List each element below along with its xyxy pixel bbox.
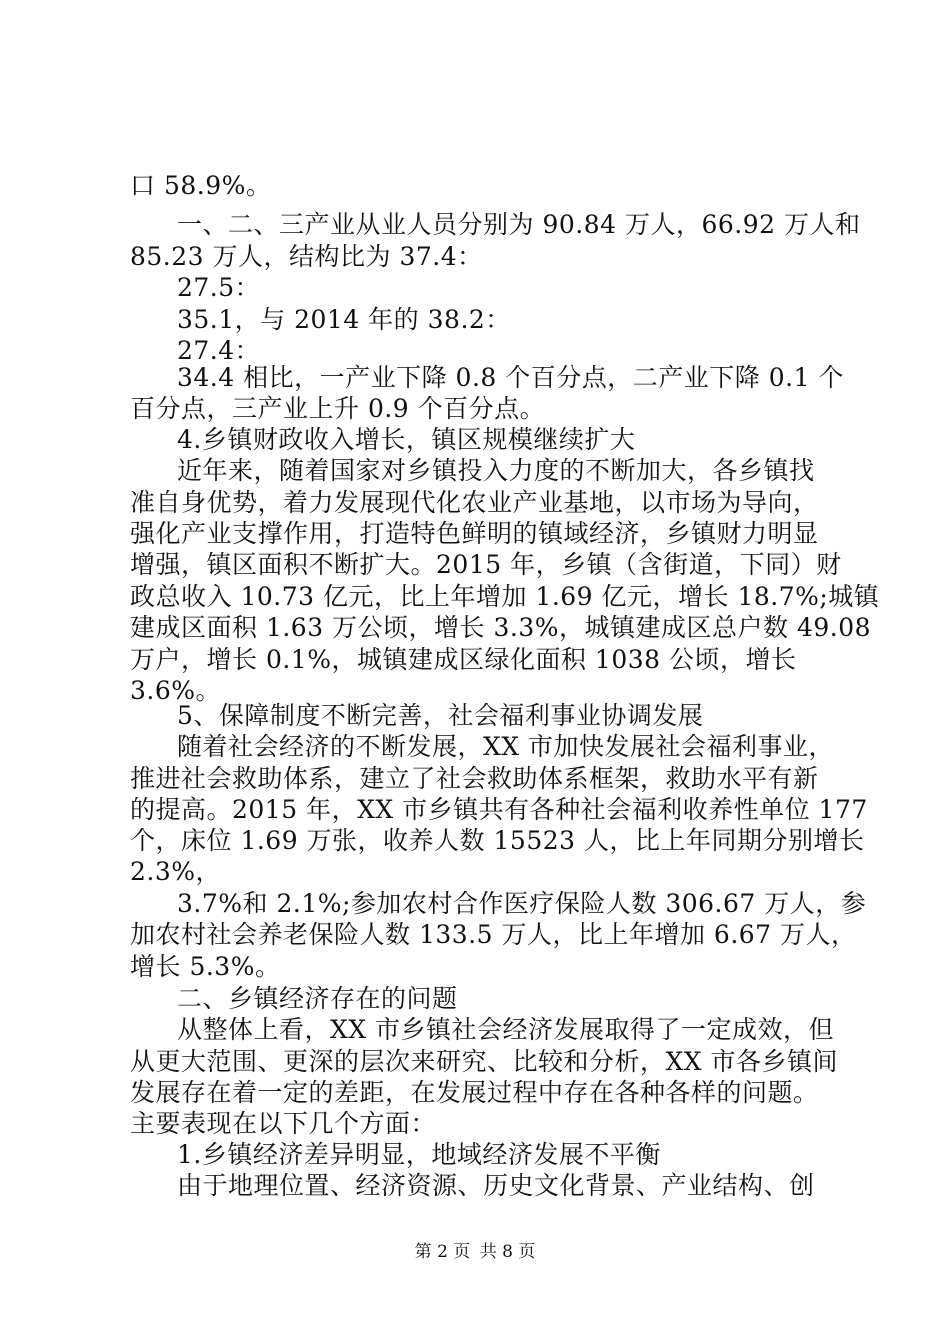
text-line: 百分点，三产业上升 0.9 个百分点。 — [130, 394, 546, 423]
text-line: 27.4： — [177, 336, 261, 365]
text-line: 的提高。2015 年，XX 市乡镇共有各种社会福利收养性单位 177 — [130, 795, 868, 824]
text-line: 万户，增长 0.1%，城镇建成区绿化面积 1038 公顷，增长 — [130, 645, 797, 674]
section-heading: 4.乡镇财政收入增长，镇区规模继续扩大 — [177, 425, 636, 454]
text-line: 强化产业支撑作用，打造特色鲜明的镇域经济，乡镇财力明显 — [130, 519, 819, 548]
text-line: 从更大范围、更深的层次来研究、比较和分析，XX 市各乡镇间 — [130, 1047, 839, 1076]
text-line: 增长 5.3%。 — [130, 952, 281, 981]
text-line: 34.4 相比，一产业下降 0.8 个百分点，二产业下降 0.1 个 — [177, 363, 844, 392]
page-number: 第 2 页 — [414, 1242, 471, 1262]
text-line: 推进社会救助体系，建立了社会救助体系框架，救助水平有新 — [130, 764, 819, 793]
section-heading: 二、乡镇经济存在的问题 — [177, 984, 458, 1013]
text-line: 3.6%。 — [130, 676, 222, 705]
section-heading: 1.乡镇经济差异明显，地域经济发展不平衡 — [177, 1140, 661, 1169]
text-line: 口 58.9%。 — [130, 171, 272, 200]
text-line: 2.3%， — [130, 857, 222, 886]
text-line: 从整体上看，XX 市乡镇社会经济发展取得了一定成效，但 — [177, 1015, 835, 1044]
text-line: 由于地理位置、经济资源、历史文化背景、产业结构、创 — [177, 1171, 815, 1200]
text-line: 建成区面积 1.63 万公顷，增长 3.3%，城镇建成区总户数 49.08 — [130, 613, 872, 642]
text-line: 增强，镇区面积不断扩大。2015 年，乡镇（含街道，下同）财 — [130, 550, 842, 579]
text-line: 85.23 万人，结构比为 37.4： — [130, 242, 483, 271]
text-line: 准自身优势，着力发展现代化农业产业基地，以市场为导向， — [130, 488, 819, 517]
text-line: 27.5： — [177, 273, 261, 302]
text-line: 随着社会经济的不断发展，XX 市加快发展社会福利事业， — [177, 732, 835, 761]
text-line: 个，床位 1.69 万张，收养人数 15523 人，比上年同期分别增长 — [130, 826, 865, 855]
text-line: 近年来，随着国家对乡镇投入力度的不断加大，各乡镇找 — [177, 456, 815, 485]
text-line: 主要表现在以下几个方面： — [130, 1109, 437, 1138]
page-footer — [0, 1240, 950, 1264]
text-line: 加农村社会养老保险人数 133.5 万人，比上年增加 6.67 万人， — [130, 920, 857, 949]
text-line: 政总收入 10.73 亿元，比上年增加 1.69 亿元，增长 18.7%;城镇 — [130, 582, 880, 611]
section-heading: 5、保障制度不断完善，社会福利事业协调发展 — [177, 701, 704, 730]
page-total: 共 8 页 — [479, 1242, 536, 1262]
text-line: 3.7%和 2.1%;参加农村合作医疗保险人数 306.67 万人，参 — [177, 889, 867, 918]
text-line: 一、二、三产业从业人员分别为 90.84 万人，66.92 万人和 — [177, 210, 861, 239]
text-line: 发展存在着一定的差距，在发展过程中存在各种各样的问题。 — [130, 1078, 819, 1107]
text-line: 35.1，与 2014 年的 38.2： — [177, 305, 511, 334]
